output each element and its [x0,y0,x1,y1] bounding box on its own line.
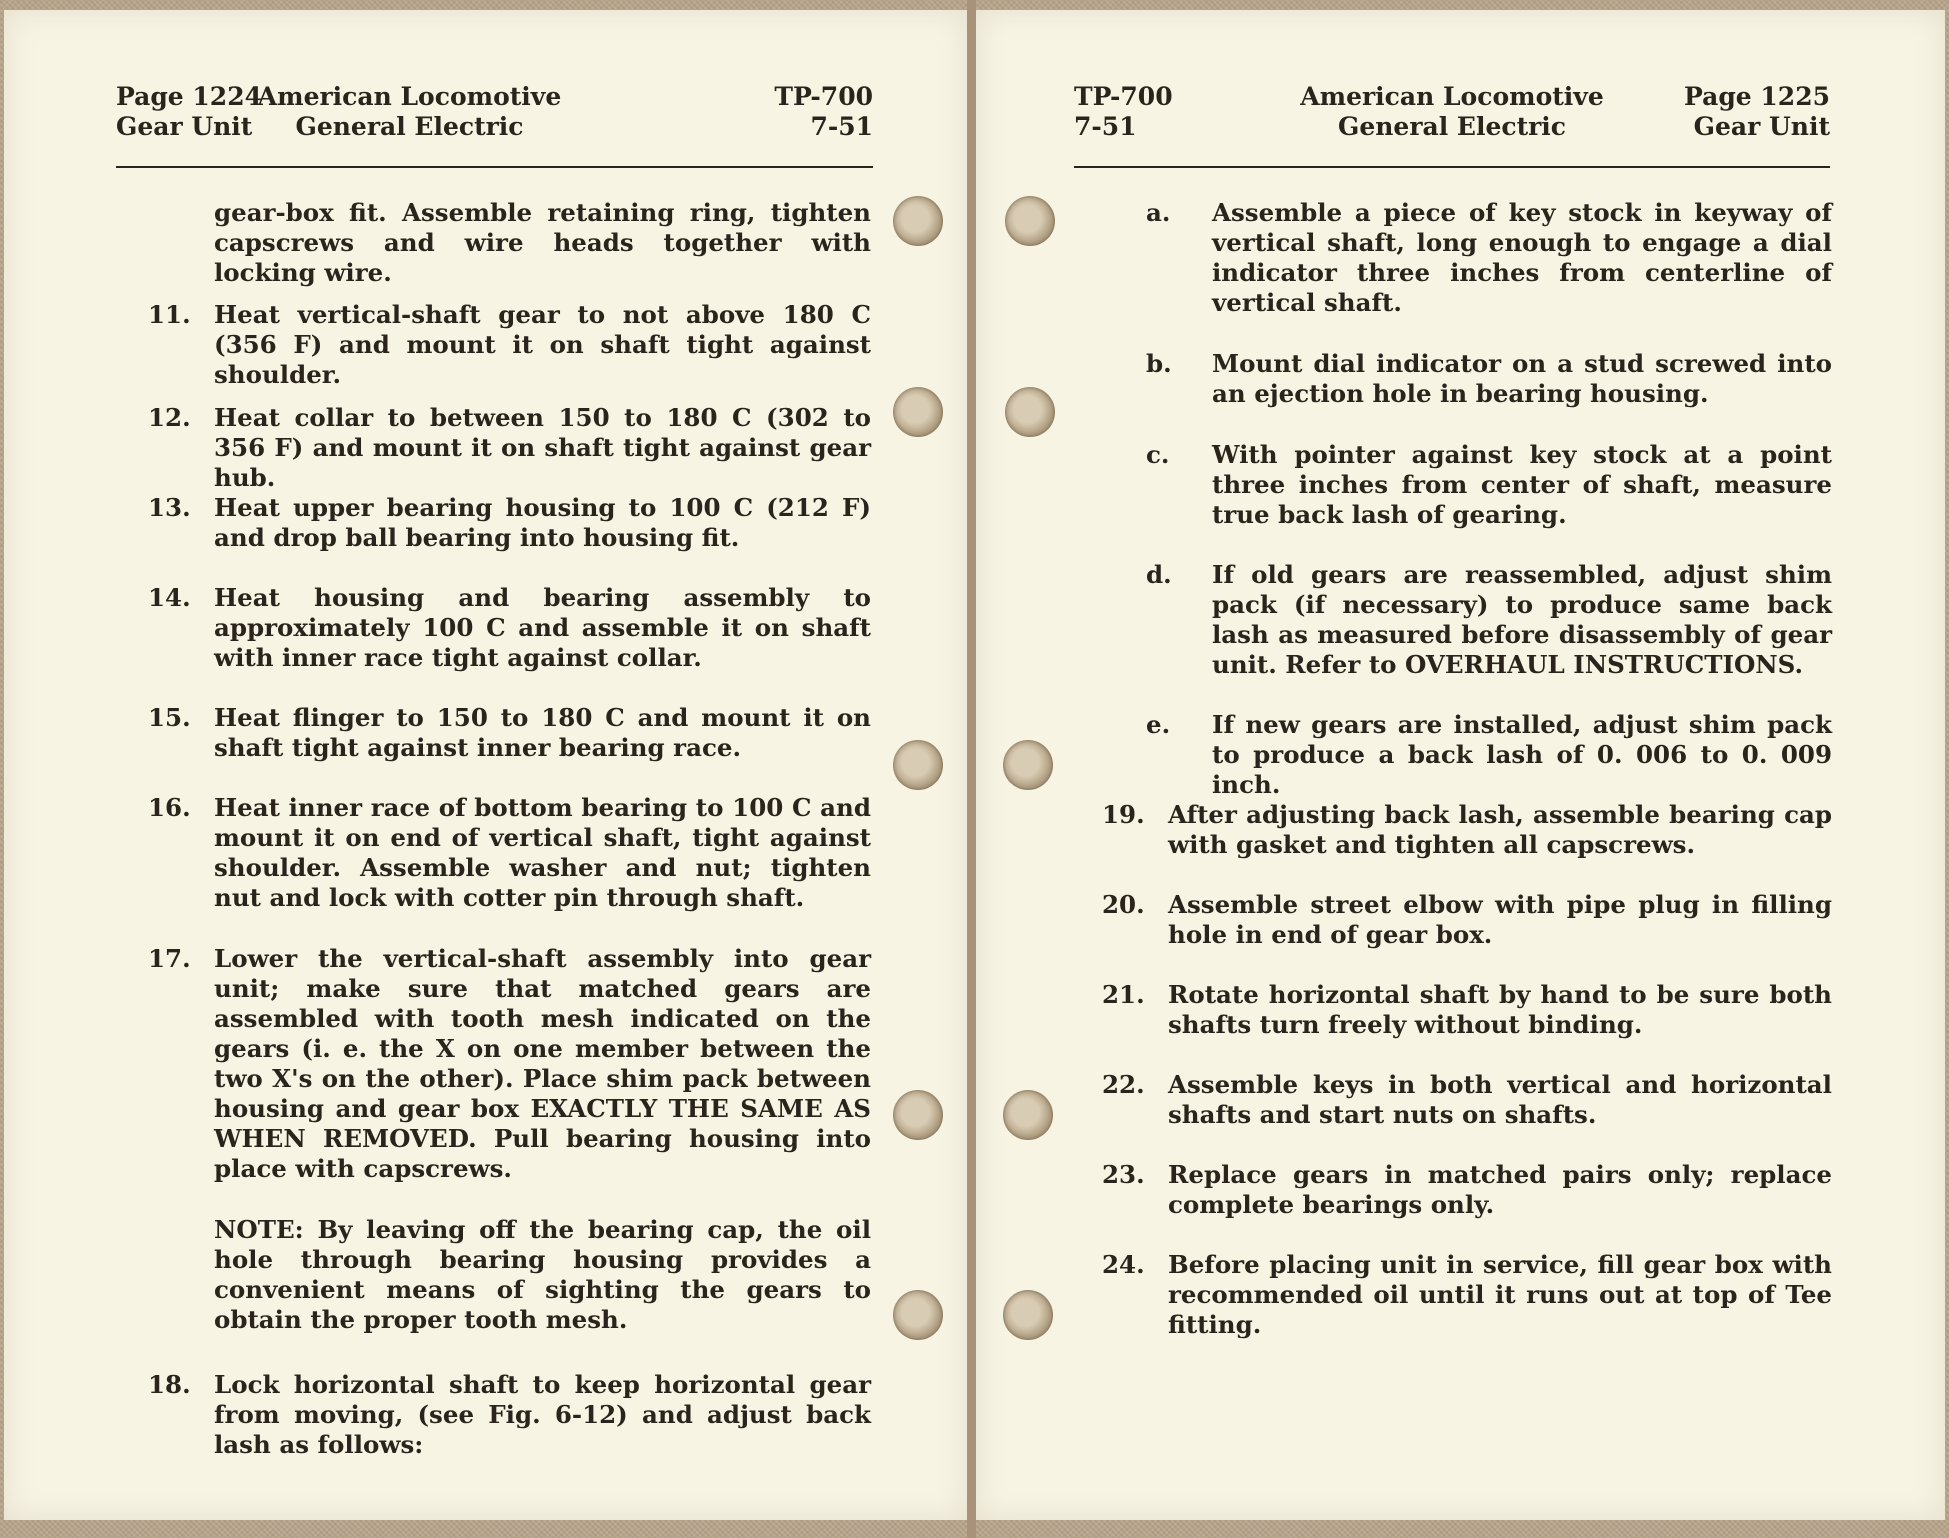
section-title: Gear Unit [1693,112,1830,141]
list-item [1102,800,1832,860]
list-item [148,583,871,673]
company-name: American Locomotive [257,82,562,111]
note-paragraph [214,1215,871,1335]
item-text: Replace gears in matched pairs only; replace complete bearings only. [1168,1160,1832,1219]
item-text: Heat upper bearing housing to 100 C (212 F) and drop ball bearing into housing fit. [214,493,871,552]
list-item [148,300,871,390]
item-text: If new gears are installed, adjust shim pack to produce a back lash of 0. 006 to 0. 009 inch. [1212,710,1832,799]
binder-hole [893,1290,943,1340]
item-text: Before placing unit in service, fill gear box with recommended oil until it runs out at top of Tee fitting. [1168,1250,1832,1339]
item-number: 19. [1102,800,1145,829]
list-item [148,493,871,553]
book-spine [967,0,976,1538]
right-page [976,10,1945,1520]
sub-item [1146,560,1832,680]
item-letter: d. [1146,560,1172,589]
left-page [4,10,967,1520]
binder-hole [1005,387,1055,437]
company-name-2: General Electric [1337,112,1567,141]
item-text: Lower the vertical-shaft assembly into gear unit; make sure that matched gears are assembled with tooth mesh indicated on the gears (i. e. the X on one member between the two X's on the other). Place shim pack between housing and gear box EXACTLY THE SAME AS WHEN REMOVED. Pull bearing housing into place with capscrews. [214,944,871,1183]
document-number: TP-700 [774,82,873,111]
section-title: Gear Unit [116,112,253,141]
item-letter: e. [1146,710,1171,739]
item-number: 18. [148,1370,191,1399]
item-text: gear-box fit. Assemble retaining ring, tighten capscrews and wire heads together with locking wire. [214,198,871,287]
item-number: 22. [1102,1070,1145,1099]
item-text: Assemble a piece of key stock in keyway of vertical shaft, long enough to engage a dial indicator three inches from centerline of vertical shaft. [1212,198,1832,317]
item-number: 16. [148,793,191,822]
list-item [214,198,871,288]
page-header [1074,82,1830,168]
item-text: Heat vertical-shaft gear to not above 180 C (356 F) and mount it on shaft tight against shoulder. [214,300,871,389]
item-number: 24. [1102,1250,1145,1279]
list-item [148,703,871,763]
page-header [116,82,873,168]
item-number: 21. [1102,980,1145,1009]
list-item [148,1370,871,1460]
page-number: Page 1224 [116,82,262,111]
item-text: With pointer against key stock at a point three inches from center of shaft, measure true back lash of gearing. [1212,440,1832,529]
item-number: 15. [148,703,191,732]
item-number: 11. [148,300,191,329]
item-text: Lock horizontal shaft to keep horizontal gear from moving, (see Fig. 6-12) and adjust back lash as follows: [214,1370,871,1459]
company-name-2: General Electric [295,112,524,141]
note-text: NOTE: By leaving off the bearing cap, the oil hole through bearing housing provides a convenient means of sighting the gears to obtain the proper tooth mesh. [214,1215,871,1334]
list-item [148,793,871,913]
item-text: After adjusting back lash, assemble bearing cap with gasket and tighten all capscrews. [1168,800,1832,859]
document-date: 7-51 [810,112,873,141]
list-item [1102,980,1832,1040]
item-text: Assemble street elbow with pipe plug in filling hole in end of gear box. [1168,890,1832,949]
sub-item [1146,440,1832,530]
document-date: 7-51 [1074,112,1137,141]
item-number: 13. [148,493,191,522]
list-item [148,403,871,493]
binder-hole [1003,740,1053,790]
sub-item [1146,198,1832,318]
list-item [1102,1070,1832,1130]
list-item [148,944,871,1184]
binder-hole [893,196,943,246]
binder-hole [893,740,943,790]
item-letter: c. [1146,440,1170,469]
item-text: Heat housing and bearing assembly to approximately 100 C and assemble it on shaft with inner race tight against collar. [214,583,871,672]
list-item [1102,1250,1832,1340]
company-name: American Locomotive [1300,82,1604,111]
item-number: 23. [1102,1160,1145,1189]
item-number: 12. [148,403,191,432]
item-text: Heat flinger to 150 to 180 C and mount it on shaft tight against inner bearing race. [214,703,871,762]
item-text: Mount dial indicator on a stud screwed into an ejection hole in bearing housing. [1212,349,1832,408]
item-number: 14. [148,583,191,612]
item-text: Assemble keys in both vertical and horizontal shafts and start nuts on shafts. [1168,1070,1832,1129]
binder-hole [1003,1290,1053,1340]
list-item [1102,1160,1832,1220]
sub-item [1146,710,1832,800]
item-text: Rotate horizontal shaft by hand to be sure both shafts turn freely without binding. [1168,980,1832,1039]
list-item [1102,890,1832,950]
binder-hole [1005,196,1055,246]
item-text: Heat inner race of bottom bearing to 100 C and mount it on end of vertical shaft, tight against shoulder. Assemble washer and nut; tighten nut and lock with cotter pin through shaft. [214,793,871,912]
binder-hole [1003,1090,1053,1140]
item-text: If old gears are reassembled, adjust shim pack (if necessary) to produce same back lash as measured before disassembly of gear unit. Refer to OVERHAUL INSTRUCTIONS. [1212,560,1832,679]
item-letter: b. [1146,349,1172,378]
page-number: Page 1225 [1684,82,1830,111]
item-letter: a. [1146,198,1171,227]
item-number: 20. [1102,890,1145,919]
item-text: Heat collar to between 150 to 180 C (302 to 356 F) and mount it on shaft tight against gear hub. [214,403,871,492]
item-number: 17. [148,944,191,973]
binder-hole [893,1090,943,1140]
binder-hole [893,387,943,437]
document-number: TP-700 [1074,82,1173,111]
sub-item [1146,349,1832,409]
